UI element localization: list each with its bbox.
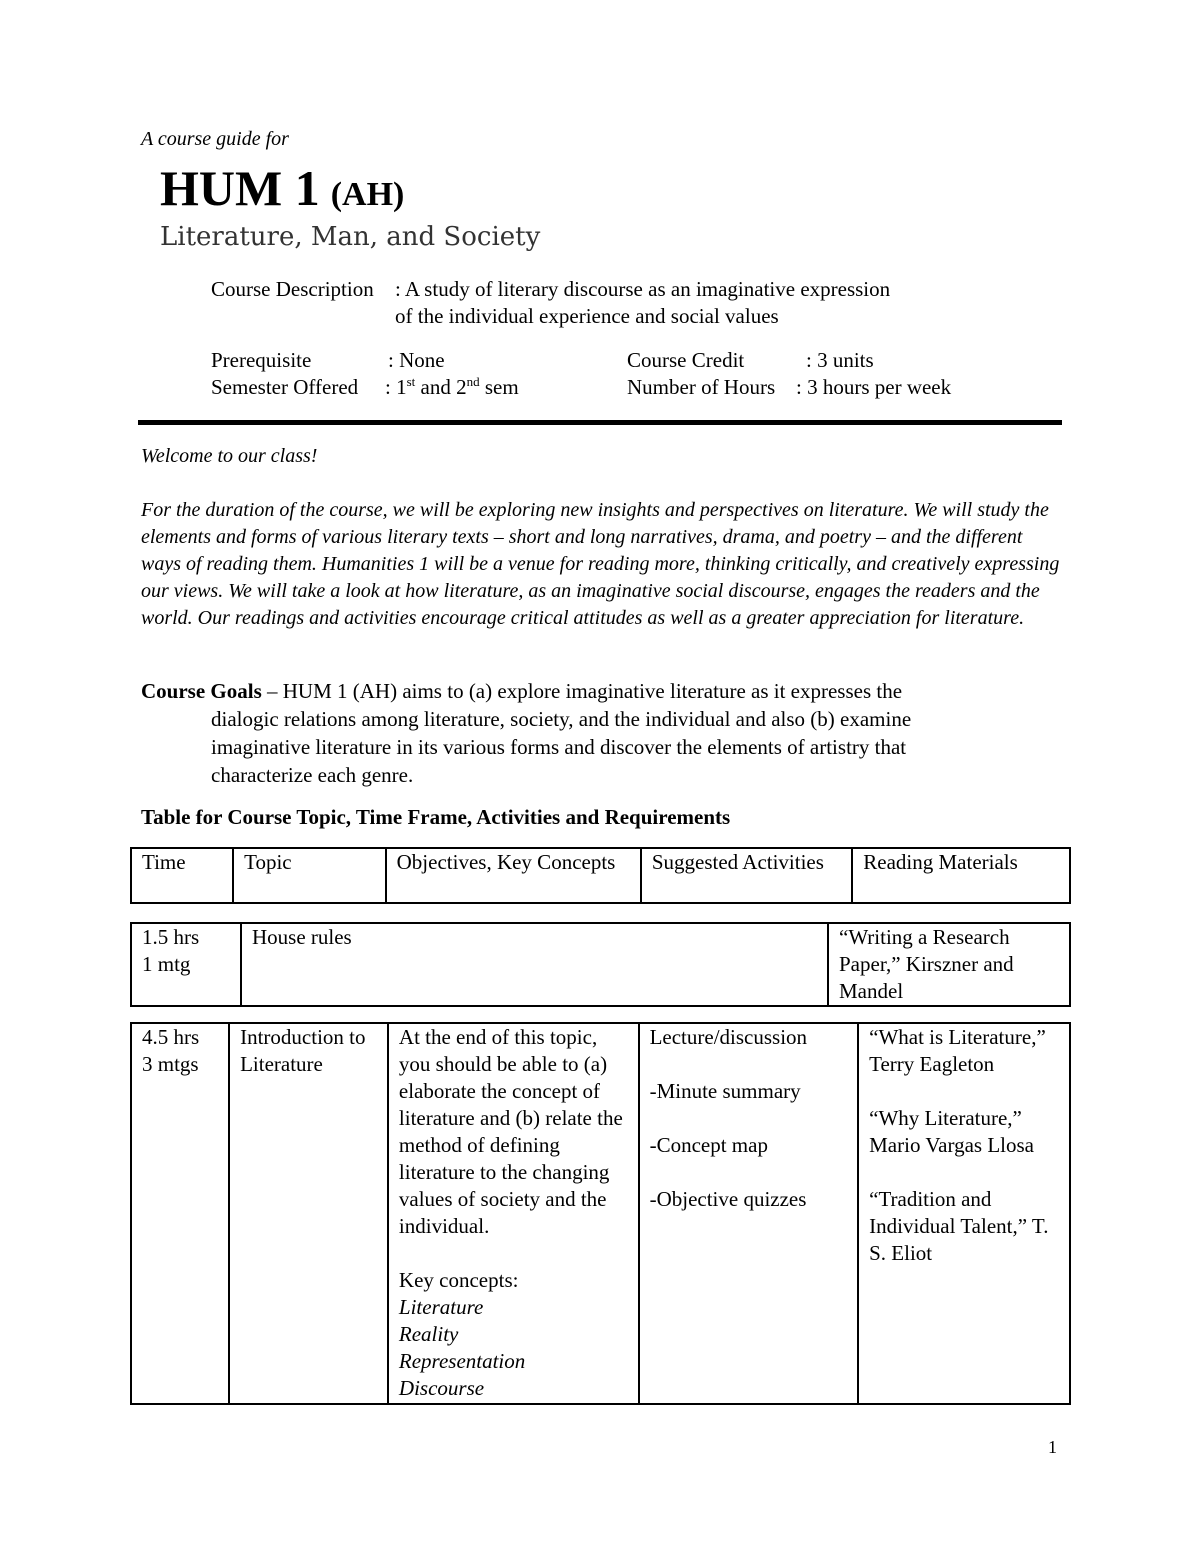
activity: Lecture/discussion [649, 1025, 808, 1049]
header-reading: Reading Materials [852, 848, 1070, 903]
row1-reading: “Writing a Research Paper,” Kirszner and Mandel [828, 923, 1070, 1006]
welcome-text: Welcome to our class! [141, 445, 318, 467]
row2-activities [639, 1023, 859, 1404]
description-label: Course Description [211, 277, 374, 301]
table-row [130, 1022, 1071, 1405]
course-guide-kicker: A course guide for [141, 128, 289, 150]
table-title: Table for Course Topic, Time Frame, Activities and Requirements [141, 805, 731, 829]
header-divider [138, 420, 1062, 425]
activity: -Concept map [649, 1133, 768, 1157]
row1-time: 1.5 hrs 1 mtg [131, 923, 241, 1006]
activity: -Objective quizzes [649, 1187, 807, 1211]
key-concept: Literature [398, 1295, 484, 1319]
description-line-2: of the individual experience and social values [395, 304, 779, 328]
reading-item: “What is Literature,” Terry Eagleton [869, 1025, 1046, 1076]
key-concepts-label: Key concepts: [398, 1268, 519, 1292]
hours-label: Number of Hours [627, 375, 776, 399]
header-topic: Topic [233, 848, 386, 903]
reading-item: “Tradition and Individual Talent,” T. S. Eliot [869, 1187, 1049, 1265]
table-row [130, 922, 1071, 1007]
header-time: Time [131, 848, 233, 903]
credit-label: Course Credit [627, 348, 745, 372]
table-header [130, 847, 1071, 904]
course-code-suffix: (AH) [330, 176, 405, 213]
key-concept: Discourse [398, 1376, 485, 1400]
key-concept: Reality [398, 1322, 459, 1346]
semester-label: Semester Offered [211, 375, 359, 399]
semester-value: : 1st and 2nd sem [385, 374, 519, 399]
course-subtitle: Literature, Man, and Society [160, 222, 541, 252]
key-concept: Representation [398, 1349, 526, 1373]
course-title [160, 162, 404, 221]
row2-reading [858, 1023, 1070, 1404]
reading-item: “Why Literature,” Mario Vargas Llosa [869, 1106, 1034, 1157]
goals-label: Course Goals [141, 679, 262, 703]
page-number: 1 [1048, 1437, 1057, 1457]
row2-objective-text: At the end of this topic, you should be able to (a) elaborate the concept of literature and (b) relate the method of defining literature to the changing values of society and the individual. [398, 1025, 623, 1238]
credit-value: : 3 units [806, 348, 874, 372]
activity: -Minute summary [649, 1079, 801, 1103]
header-activities: Suggested Activities [641, 848, 852, 903]
description-line-1: : A study of literary discourse as an imaginative expression [395, 277, 891, 301]
row2-time: 4.5 hrs 3 mtgs [131, 1023, 229, 1404]
row2-topic: Introduction to Literature [229, 1023, 388, 1404]
hours-value: : 3 hours per week [796, 375, 952, 399]
course-code: HUM 1 [160, 160, 320, 216]
row1-topic: House rules [241, 923, 828, 1006]
row2-objectives [388, 1023, 639, 1404]
intro-paragraph: For the duration of the course, we will be exploring new insights and perspectives on literature. We will study the elements and forms of various literary texts – short and long narratives, drama, and poetry – and the different ways of reading them. Humanities 1 will be a venue for reading more, thinking critically, and creatively expressing our views. We will take a look at how literature, as an imaginative social discourse, engages the readers and the world. Our readings and activities encourage critical attitudes as well as a greater appreciation for literature. [141, 499, 1060, 629]
header-objectives: Objectives, Key Concepts [386, 848, 641, 903]
prerequisite-label: Prerequisite [211, 348, 312, 372]
prerequisite-value: : None [388, 348, 445, 372]
course-goals: Course Goals – HUM 1 (AH) aims to (a) explore imaginative literature as it expresses the dialogic relations among literature, society, and the individual and also (b) examine imaginative literature in its various forms and discover the elements of artistry that characterize each genre. [141, 679, 912, 787]
